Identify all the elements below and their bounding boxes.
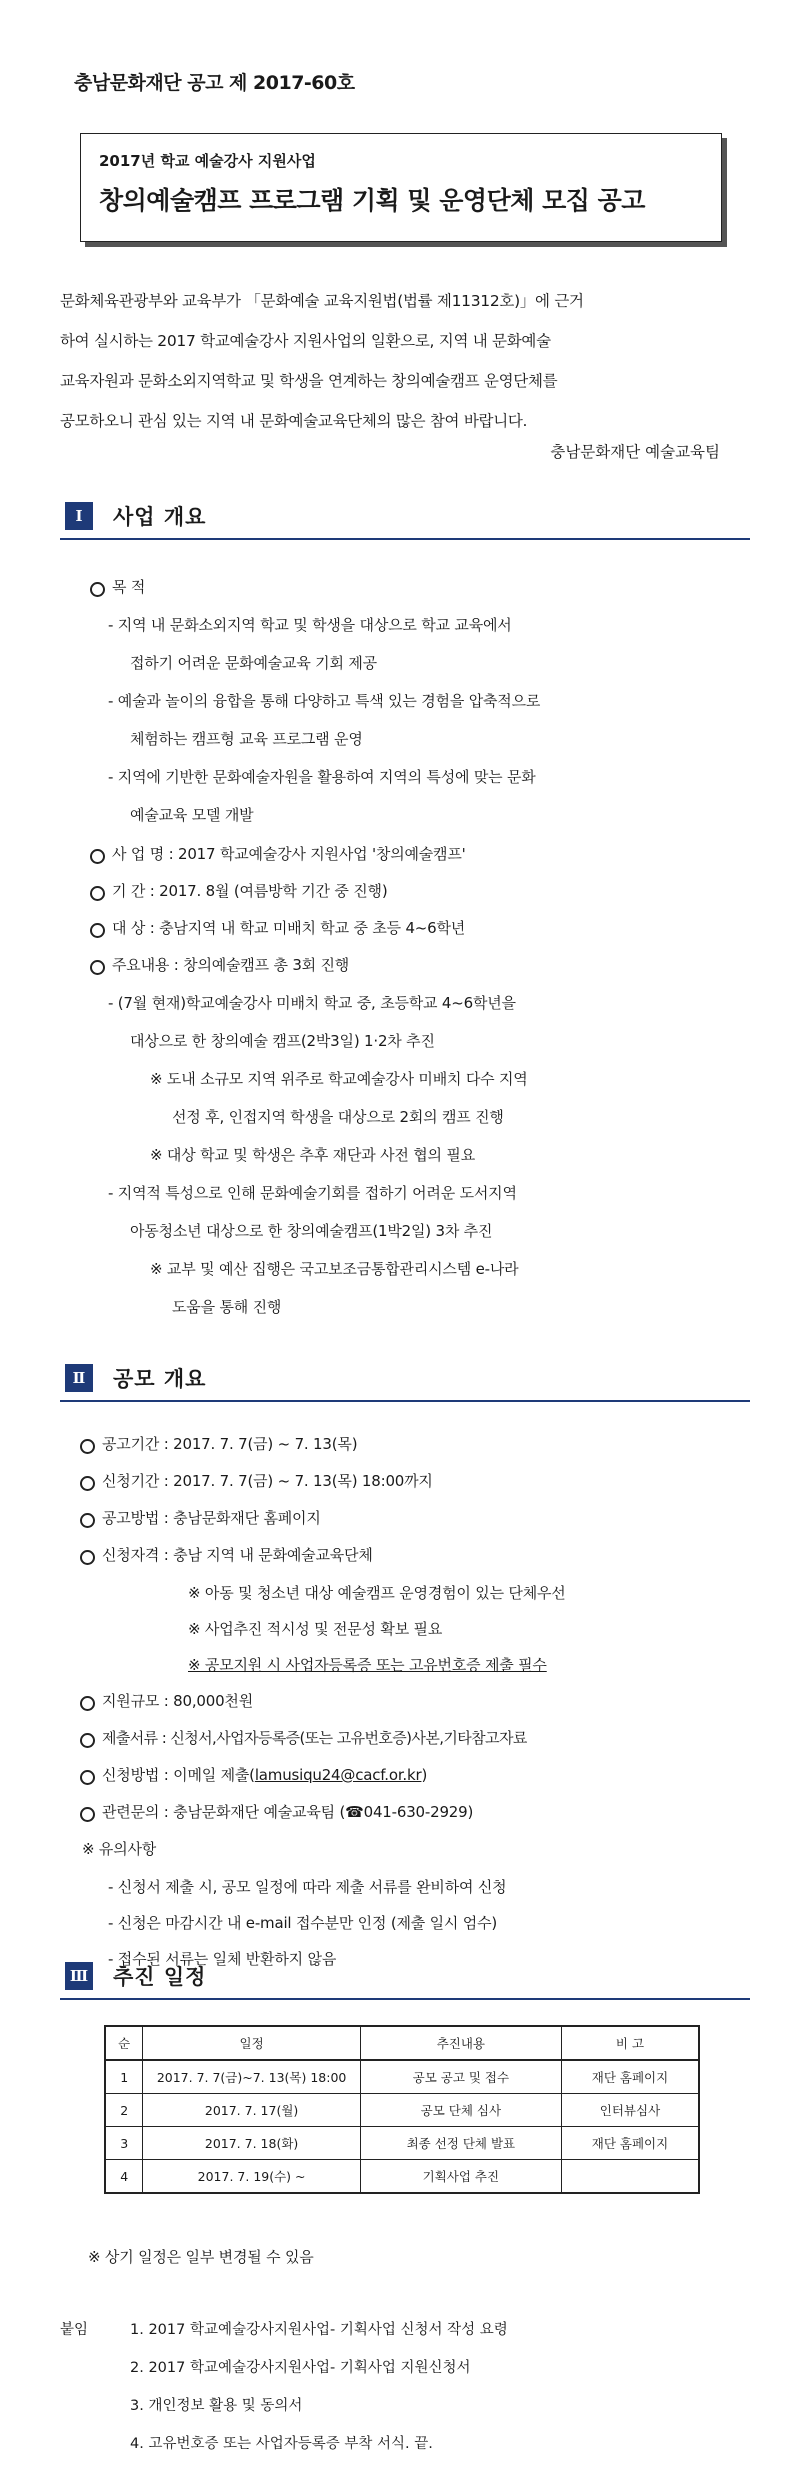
section-number: Ⅲ bbox=[65, 1962, 93, 1990]
section-divider bbox=[60, 1998, 750, 2000]
intro-line: 공모하오니 관심 있는 지역 내 문화예술교육단체의 많은 참여 바랍니다. bbox=[60, 412, 528, 430]
content-note: 선정 후, 인접지역 학생을 대상으로 2회의 캠프 진행 bbox=[172, 1108, 504, 1126]
table-row bbox=[105, 2060, 699, 2094]
attachment-item: 2. 2017 학교예술강사지원사업- 기획사업 지원신청서 bbox=[130, 2360, 471, 2376]
period: 기 간 : 2017. 8월 (여름방학 기간 중 진행) bbox=[112, 882, 388, 900]
purpose-item: - 지역에 기반한 문화예술자원을 활용하여 지역의 특성에 맞는 문화 bbox=[108, 768, 536, 786]
section-2-header bbox=[60, 1364, 750, 1394]
bullet-icon bbox=[90, 582, 105, 597]
issuer-team: 충남문화재단 예술교육팀 bbox=[550, 443, 720, 461]
table-cell: 재단 홈페이지 bbox=[561, 2060, 699, 2094]
caution-item: - 신청은 마감시간 내 e-mail 접수분만 인정 (제출 일시 엄수) bbox=[108, 1914, 498, 1932]
contact-info: 관련문의 : 충남문화재단 예술교육팀 (☎041-630-2929) bbox=[102, 1803, 474, 1821]
bullet-icon bbox=[80, 1807, 95, 1822]
column-header: 순 bbox=[105, 2026, 143, 2060]
application-method-suffix: ) bbox=[421, 1766, 428, 1784]
column-header: 일정 bbox=[143, 2026, 360, 2060]
column-header: 추진내용 bbox=[360, 2026, 561, 2060]
target: 대 상 : 충남지역 내 학교 미배치 학교 중 초등 4~6학년 bbox=[112, 919, 466, 937]
attachment-item: 3. 개인정보 활용 및 동의서 bbox=[130, 2398, 303, 2414]
bullet-icon bbox=[90, 960, 105, 975]
eligibility-note: ※ 사업추진 적시성 및 전문성 확보 필요 bbox=[188, 1620, 443, 1638]
intro-paragraph bbox=[60, 282, 740, 452]
content-item: - (7월 현재)학교예술강사 미배치 학교 중, 초등학교 4~6학년을 bbox=[108, 994, 516, 1012]
table-cell bbox=[561, 2160, 699, 2194]
bullet-icon bbox=[80, 1696, 95, 1711]
support-scale: 지원규모 : 80,000천원 bbox=[102, 1692, 254, 1710]
title-subtitle: 2017년 학교 예술강사 지원사업 bbox=[99, 152, 316, 170]
section-title: 공모 개요 bbox=[113, 1367, 207, 1391]
content-item: 아동청소년 대상으로 한 창의예술캠프(1박2일) 3차 추진 bbox=[130, 1222, 493, 1240]
main-content: 주요내용 : 창의예술캠프 총 3회 진행 bbox=[112, 956, 350, 974]
table-header-row bbox=[105, 2026, 699, 2060]
bullet-icon bbox=[80, 1770, 95, 1785]
notice-period: 공고기간 : 2017. 7. 7(금) ~ 7. 13(목) bbox=[102, 1435, 358, 1453]
section-number: Ⅱ bbox=[65, 1364, 93, 1392]
purpose-item: 체험하는 캠프형 교육 프로그램 운영 bbox=[130, 730, 363, 748]
table-cell: 2017. 7. 18(화) bbox=[143, 2127, 360, 2160]
bullet-icon bbox=[90, 849, 105, 864]
purpose-item: 접하기 어려운 문화예술교육 기회 제공 bbox=[130, 654, 377, 672]
bullet-icon bbox=[80, 1476, 95, 1491]
attachment-item: 4. 고유번호증 또는 사업자등록증 부착 서식. 끝. bbox=[130, 2436, 433, 2452]
table-cell: 2017. 7. 19(수) ~ bbox=[143, 2160, 360, 2194]
purpose-item: - 지역 내 문화소외지역 학교 및 학생을 대상으로 학교 교육에서 bbox=[108, 616, 512, 634]
bullet-icon bbox=[90, 923, 105, 938]
table-row bbox=[105, 2160, 699, 2194]
table-row bbox=[105, 2127, 699, 2160]
intro-line: 문화체육관광부와 교육부가 「문화예술 교육지원법(법률 제11312호)」에 근거 bbox=[60, 292, 584, 310]
content-item: - 지역적 특성으로 인해 문화예술기회를 접하기 어려운 도서지역 bbox=[108, 1184, 517, 1202]
application-period: 신청기간 : 2017. 7. 7(금) ~ 7. 13(목) 18:00까지 bbox=[102, 1472, 433, 1490]
content-note: ※ 도내 소규모 지역 위주로 학교예술강사 미배치 다수 지역 bbox=[150, 1070, 528, 1088]
section-number: Ⅰ bbox=[65, 502, 93, 530]
email-link[interactable]: lamusiqu24@cacf.or.kr bbox=[254, 1766, 422, 1784]
section-title: 추진 일정 bbox=[113, 1965, 207, 1989]
purpose-label: 목 적 bbox=[112, 578, 146, 596]
page-title: 창의예술캠프 프로그램 기획 및 운영단체 모집 공고 bbox=[99, 186, 645, 215]
content-item: 대상으로 한 창의예술 캠프(2박3일) 1·2차 추진 bbox=[130, 1032, 435, 1050]
table-cell: 2017. 7. 17(월) bbox=[143, 2094, 360, 2127]
notice-number: 충남문화재단 공고 제 2017-60호 bbox=[74, 72, 355, 94]
purpose-item: 예술교육 모델 개발 bbox=[130, 806, 254, 824]
bullet-icon bbox=[80, 1550, 95, 1565]
attachments-label: 붙임 bbox=[60, 2322, 89, 2338]
table-cell: 인터뷰심사 bbox=[561, 2094, 699, 2127]
section-divider bbox=[60, 538, 750, 540]
caution-item: - 접수된 서류는 일체 반환하지 않음 bbox=[108, 1950, 337, 1968]
table-cell: 공모 공고 및 접수 bbox=[360, 2060, 561, 2094]
table-cell: 1 bbox=[105, 2060, 143, 2094]
section-3-header bbox=[60, 1962, 750, 1992]
bullet-icon bbox=[80, 1439, 95, 1454]
eligibility: 신청자격 : 충남 지역 내 문화예술교육단체 bbox=[102, 1546, 373, 1564]
notice-method: 공고방법 : 충남문화재단 홈페이지 bbox=[102, 1509, 321, 1527]
title-box bbox=[80, 133, 722, 242]
required-documents: 제출서류 : 신청서,사업자등록증(또는 고유번호증)사본,기타참고자료 bbox=[102, 1729, 527, 1747]
table-cell: 4 bbox=[105, 2160, 143, 2194]
schedule-table bbox=[104, 2025, 700, 2194]
content-note: ※ 대상 학교 및 학생은 추후 재단과 사전 협의 필요 bbox=[150, 1146, 475, 1164]
content-note: 도움을 통해 진행 bbox=[172, 1298, 282, 1316]
intro-line: 하여 실시하는 2017 학교예술강사 지원사업의 일환으로, 지역 내 문화예술 bbox=[60, 332, 551, 350]
table-cell: 3 bbox=[105, 2127, 143, 2160]
table-cell: 2 bbox=[105, 2094, 143, 2127]
section-title: 사업 개요 bbox=[113, 505, 207, 529]
bullet-icon bbox=[80, 1733, 95, 1748]
purpose-item: - 예술과 놀이의 융합을 통해 다양하고 특색 있는 경험을 압축적으로 bbox=[108, 692, 541, 710]
bullet-icon bbox=[80, 1513, 95, 1528]
eligibility-note: ※ 아동 및 청소년 대상 예술캠프 운영경험이 있는 단체우선 bbox=[188, 1584, 566, 1602]
bullet-icon bbox=[90, 886, 105, 901]
table-cell: 기획사업 추진 bbox=[360, 2160, 561, 2194]
column-header: 비 고 bbox=[561, 2026, 699, 2060]
caution-item: - 신청서 제출 시, 공모 일정에 따라 제출 서류를 완비하여 신청 bbox=[108, 1878, 507, 1896]
application-method-prefix: 신청방법 : 이메일 제출( bbox=[102, 1766, 255, 1784]
table-cell: 2017. 7. 7(금)~7. 13(목) 18:00 bbox=[143, 2060, 360, 2094]
table-row bbox=[105, 2094, 699, 2127]
table-cell: 공모 단체 심사 bbox=[360, 2094, 561, 2127]
caution-label: ※ 유의사항 bbox=[82, 1840, 157, 1858]
application-method bbox=[102, 1764, 427, 1785]
business-name: 사 업 명 : 2017 학교예술강사 지원사업 '창의예술캠프' bbox=[112, 845, 466, 863]
content-note: ※ 교부 및 예산 집행은 국고보조금통합관리시스템 e-나라 bbox=[150, 1260, 519, 1278]
schedule-note: ※ 상기 일정은 일부 변경될 수 있음 bbox=[88, 2248, 314, 2266]
section-1-header bbox=[60, 502, 750, 532]
table-cell: 최종 선정 단체 발표 bbox=[360, 2127, 561, 2160]
section-divider bbox=[60, 1400, 750, 1402]
table-cell: 재단 홈페이지 bbox=[561, 2127, 699, 2160]
attachment-item: 1. 2017 학교예술강사지원사업- 기획사업 신청서 작성 요령 bbox=[130, 2322, 508, 2338]
eligibility-note-required: ※ 공모지원 시 사업자등록증 또는 고유번호증 제출 필수 bbox=[188, 1656, 547, 1674]
intro-line: 교육자원과 문화소외지역학교 및 학생을 연계하는 창의예술캠프 운영단체를 bbox=[60, 372, 558, 390]
